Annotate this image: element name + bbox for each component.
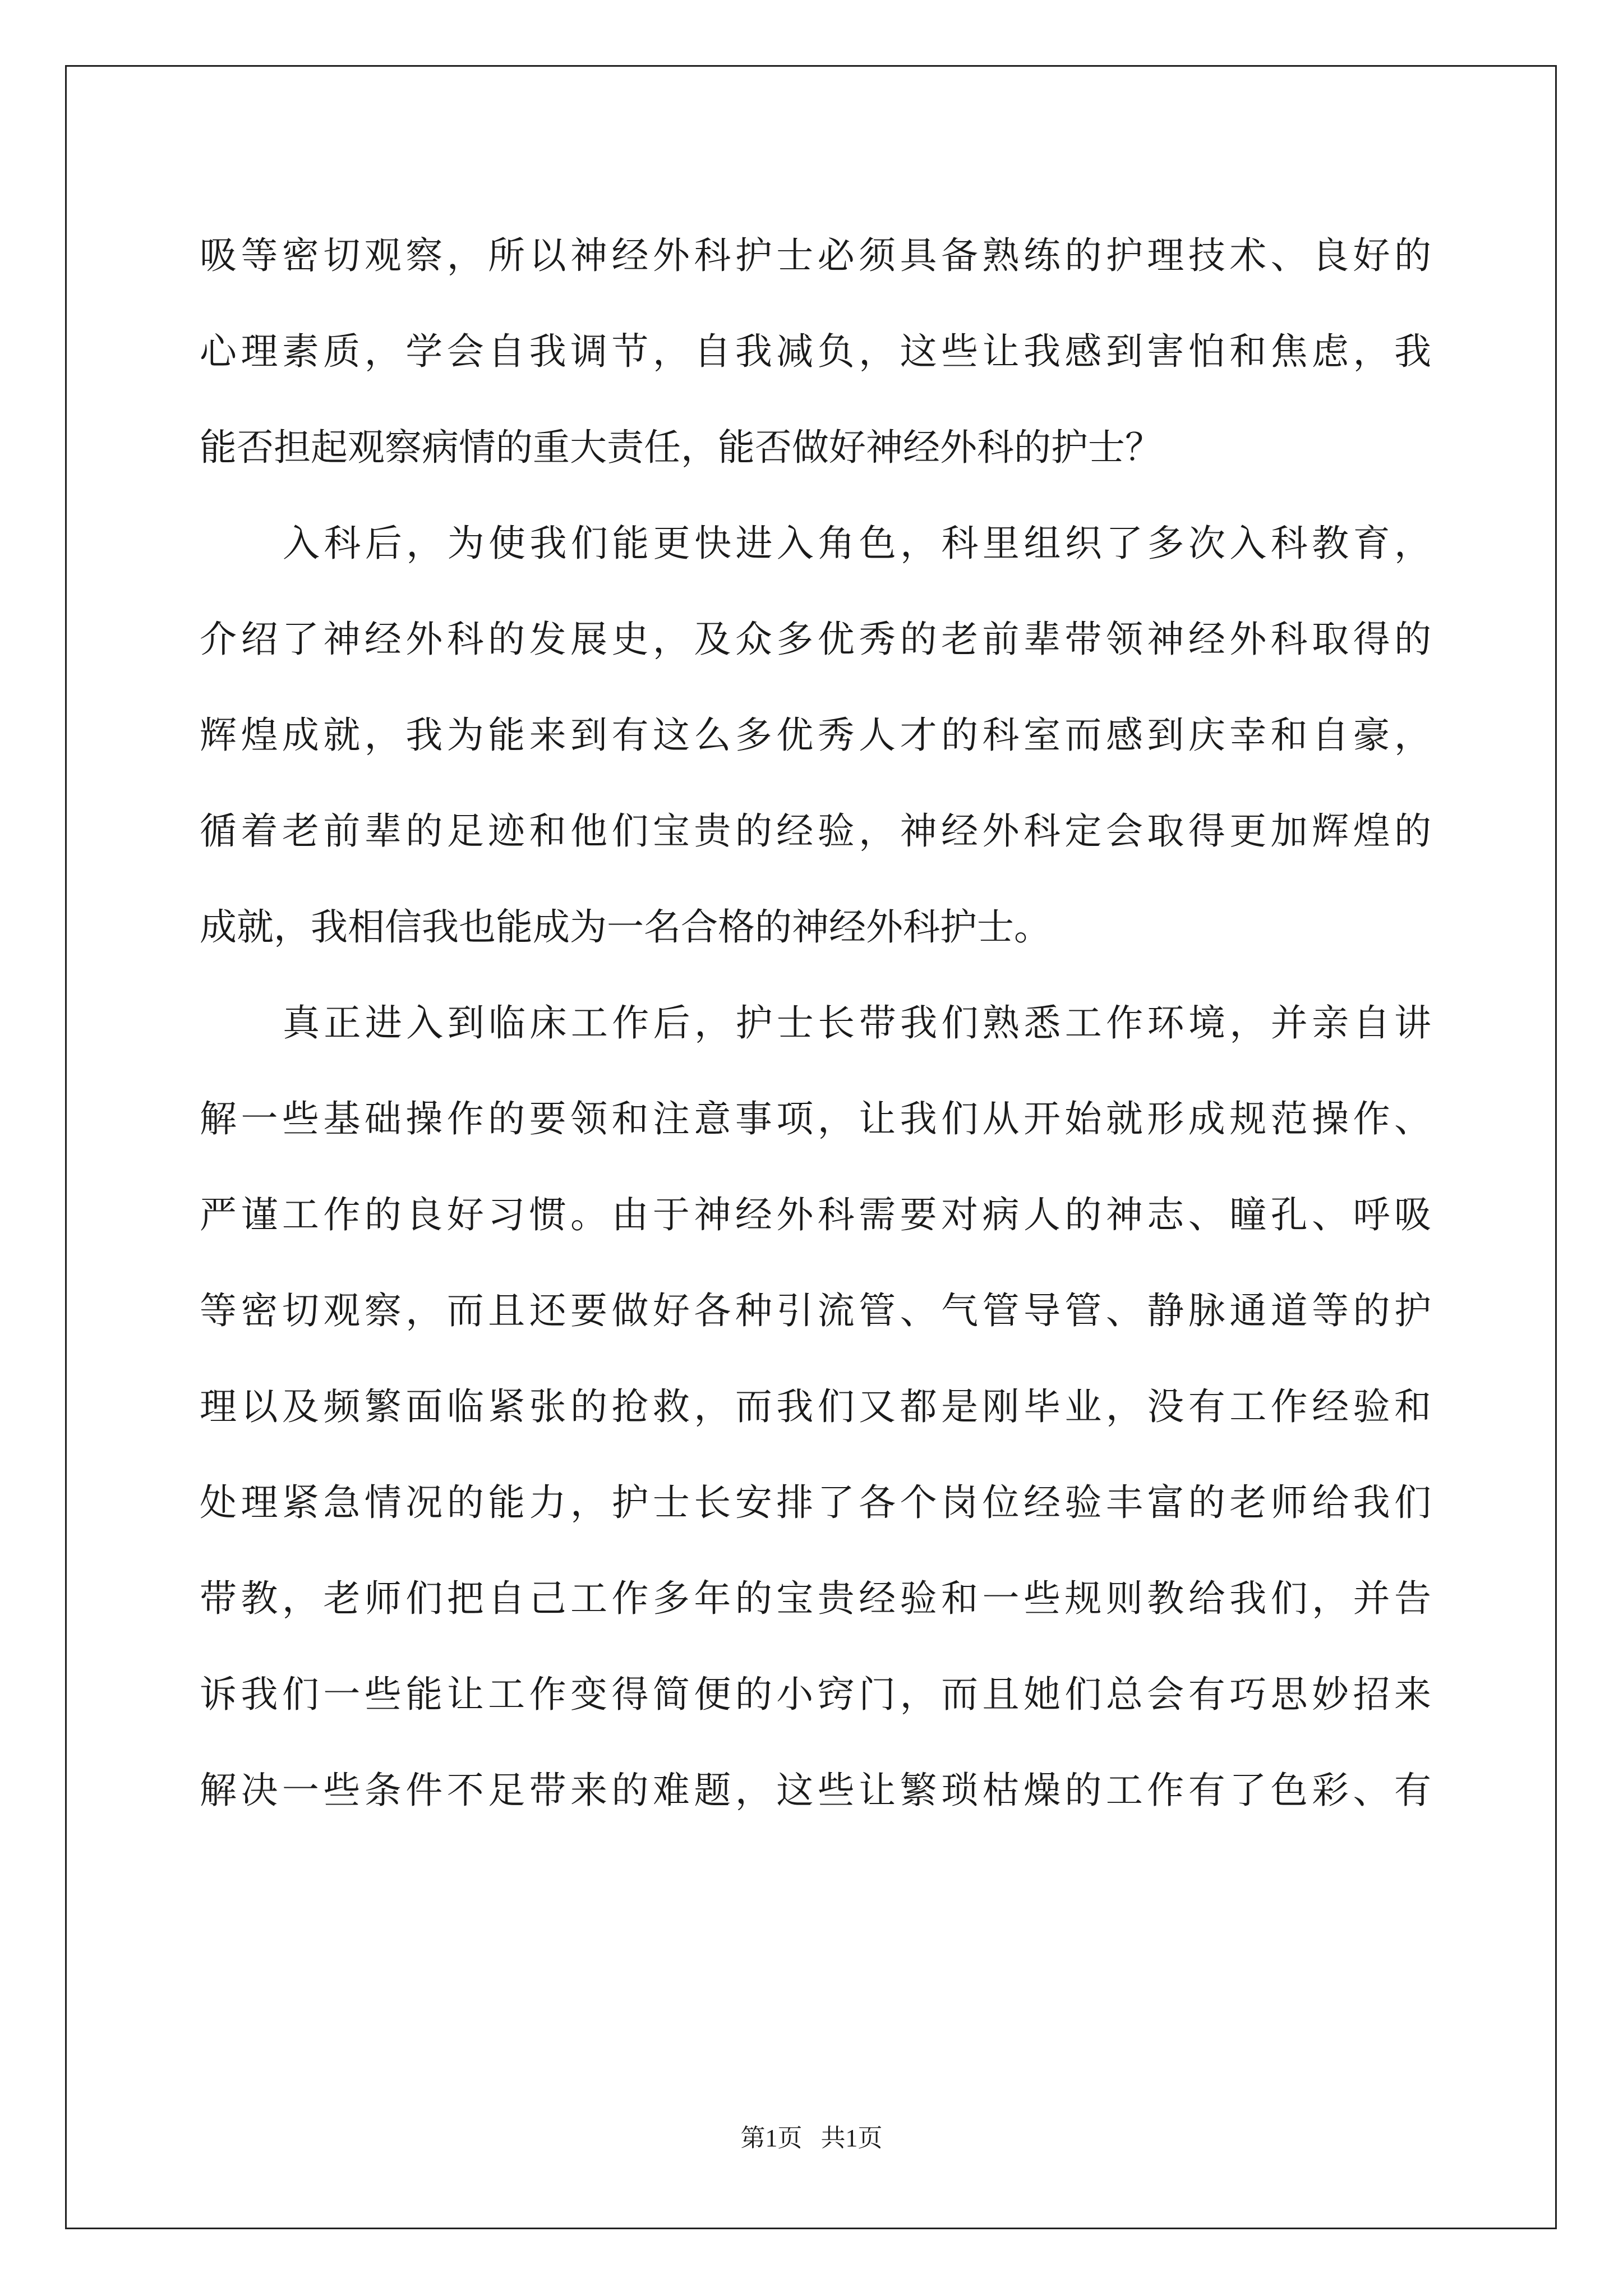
text-line: 诉我们一些能让工作变得简便的小窍门，而且她们总会有巧思妙招来 [200, 1673, 1431, 1716]
text-line: 严谨工作的良好习惯。由于神经外科需要对病人的神志、瞳孔、呼吸 [200, 1193, 1431, 1236]
text-line: 解决一些条件不足带来的难题，这些让繁琐枯燥的工作有了色彩、有 [200, 1769, 1431, 1812]
text-line: 辉煌成就，我为能来到有这么多优秀人才的科室而感到庆幸和自豪， [200, 714, 1431, 757]
text-line: 介绍了神经外科的发展史，及众多优秀的老前辈带领神经外科取得的 [200, 618, 1431, 661]
text-line: 等密切观察，而且还要做好各种引流管、气管导管、静脉通道等的护 [200, 1289, 1431, 1332]
text-line: 入科后，为使我们能更快进入角色，科里组织了多次入科教育， [283, 522, 1431, 565]
text-line: 带教，老师们把自己工作多年的宝贵经验和一些规则教给我们，并告 [200, 1577, 1431, 1620]
text-line: 理以及频繁面临紧张的抢救，而我们又都是刚毕业，没有工作经验和 [200, 1385, 1431, 1428]
document-body [200, 208, 1431, 1838]
text-line: 处理紧急情况的能力，护士长安排了各个岗位经验丰富的老师给我们 [200, 1481, 1431, 1524]
page-number: 第1页 [740, 2124, 803, 2152]
text-line: 能否担起观察病情的重大责任，能否做好神经外科的护士？ [200, 426, 1162, 469]
page-total: 共1页 [820, 2124, 883, 2152]
text-line: 解一些基础操作的要领和注意事项，让我们从开始就形成规范操作、 [200, 1097, 1431, 1140]
text-line: 真正进入到临床工作后，护士长带我们熟悉工作环境，并亲自讲 [283, 1001, 1431, 1045]
text-line: 成就，我相信我也能成为一名合格的神经外科护士。 [200, 905, 1051, 949]
text-line: 吸等密切观察，所以神经外科护士必须具备熟练的护理技术、良好的 [200, 234, 1431, 277]
text-line: 循着老前辈的足迹和他们宝贵的经验，神经外科定会取得更加辉煌的 [200, 809, 1431, 853]
text-line: 心理素质，学会自我调节，自我减负，这些让我感到害怕和焦虑，我 [200, 330, 1431, 373]
page-footer [0, 2122, 1623, 2155]
